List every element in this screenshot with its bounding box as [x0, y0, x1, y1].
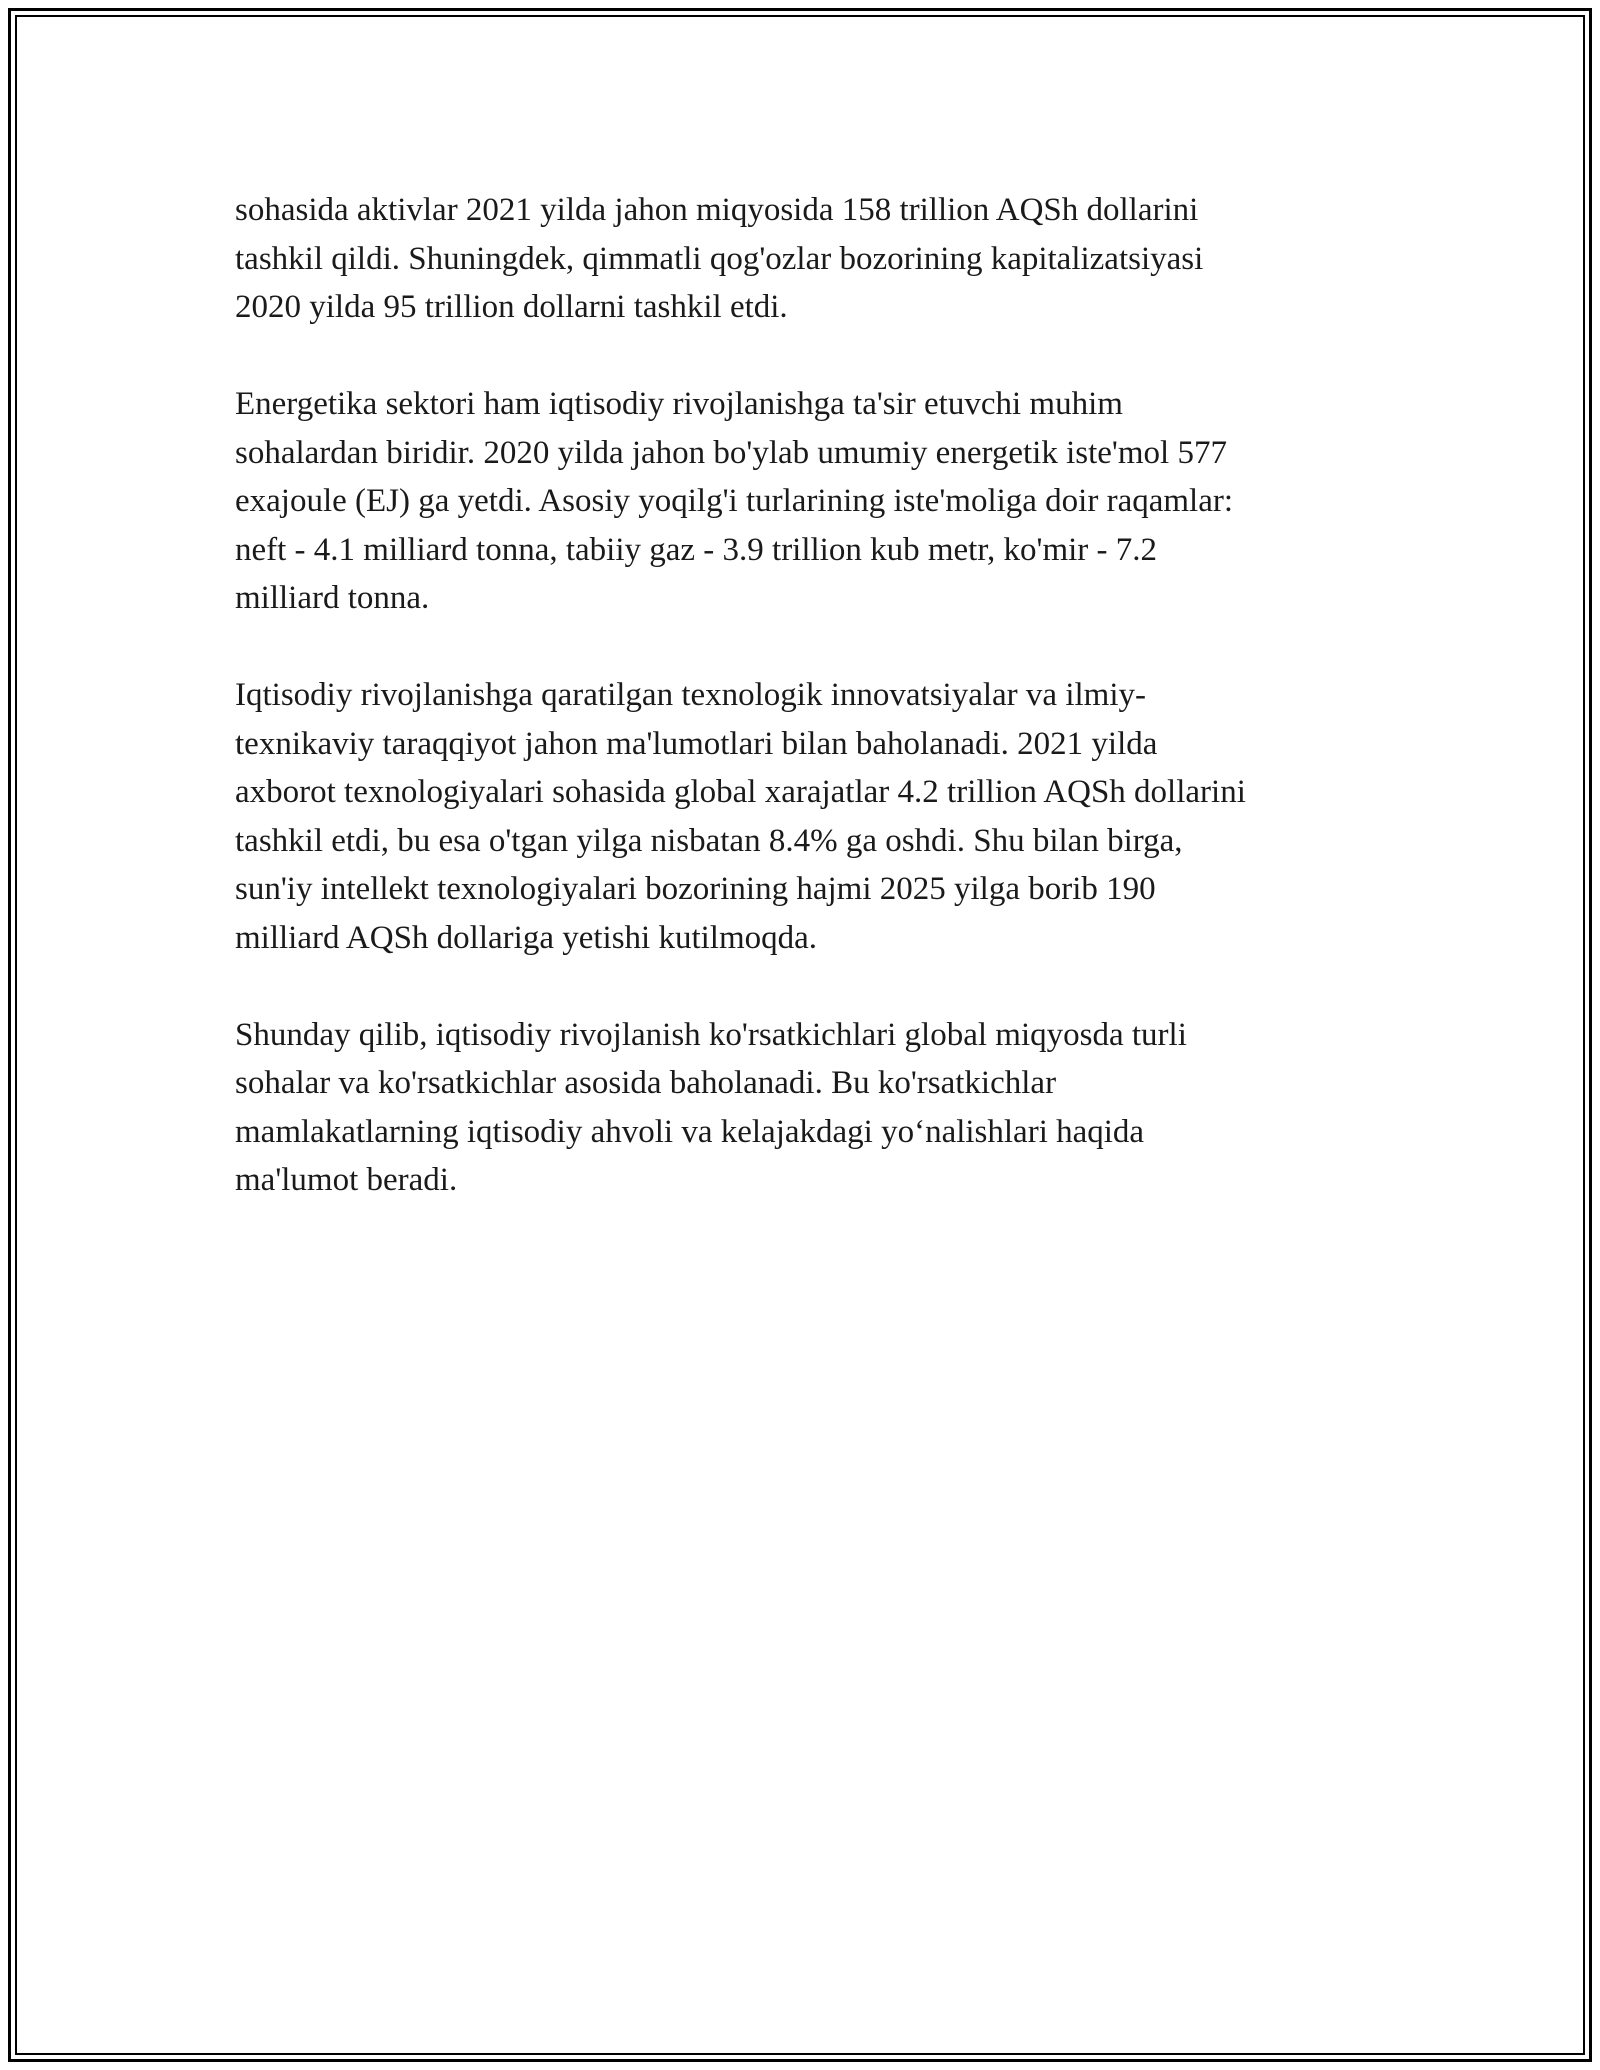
- text-line: sohasida aktivlar 2021 yilda jahon miqyosida 158 trillion AQSh dollarini: [235, 192, 1199, 228]
- paragraph-technology-innovation: [235, 671, 1385, 962]
- text-line: tashkil qildi. Shuningdek, qimmatli qog'ozlar bozorining kapitalizatsiyasi: [235, 240, 1204, 277]
- text-line: ma'lumot beradi.: [235, 1162, 458, 1198]
- text-line: sohalar va ko'rsatkichlar asosida baholanadi. Bu ko'rsatkichlar: [235, 1065, 1057, 1101]
- paragraph-energy-sector: [235, 380, 1385, 623]
- paragraph-financial-assets: [235, 186, 1385, 332]
- text-line: Shunday qilib, iqtisodiy rivojlanish ko'rsatkichlari global miqyosda turli: [235, 1016, 1187, 1053]
- text-line: tashkil etdi, bu esa o'tgan yilga nisbatan 8.4% ga oshdi. Shu bilan birga,: [235, 822, 1183, 859]
- text-line: milliard AQSh dollariga yetishi kutilmoqda.: [235, 919, 818, 956]
- text-line: sohalardan biridir. 2020 yilda jahon bo'ylab umumiy energetik iste'mol 577: [235, 434, 1227, 471]
- text-line: axborot texnologiyalari sohasida global xarajatlar 4.2 trillion AQSh dollarini: [235, 774, 1246, 810]
- text-line: 2020 yilda 95 trillion dollarni tashkil etdi.: [235, 289, 788, 325]
- text-line: Energetika sektori ham iqtisodiy rivojlanishga ta'sir etuvchi muhim: [235, 386, 1123, 422]
- paragraph-conclusion: [235, 1011, 1385, 1205]
- text-line: mamlakatlarning iqtisodiy ahvoli va kelajakdagi yo‘nalishlari haqida: [235, 1113, 1145, 1150]
- text-line: neft - 4.1 milliard tonna, tabiiy gaz - 3.9 trillion kub metr, ko'mir - 7.2: [235, 531, 1158, 568]
- text-line: Iqtisodiy rivojlanishga qaratilgan texnologik innovatsiyalar va ilmiy-: [235, 677, 1146, 713]
- text-line: exajoule (EJ) ga yetdi. Asosiy yoqilg'i turlarining iste'moliga doir raqamlar:: [235, 483, 1234, 519]
- text-line: milliard tonna.: [235, 580, 430, 616]
- text-line: texnikaviy taraqqiyot jahon ma'lumotlari bilan baholanadi. 2021 yilda: [235, 725, 1158, 762]
- text-line: sun'iy intellekt texnologiyalari bozorining hajmi 2025 yilga borib 190: [235, 871, 1156, 907]
- document-body: [235, 186, 1385, 1253]
